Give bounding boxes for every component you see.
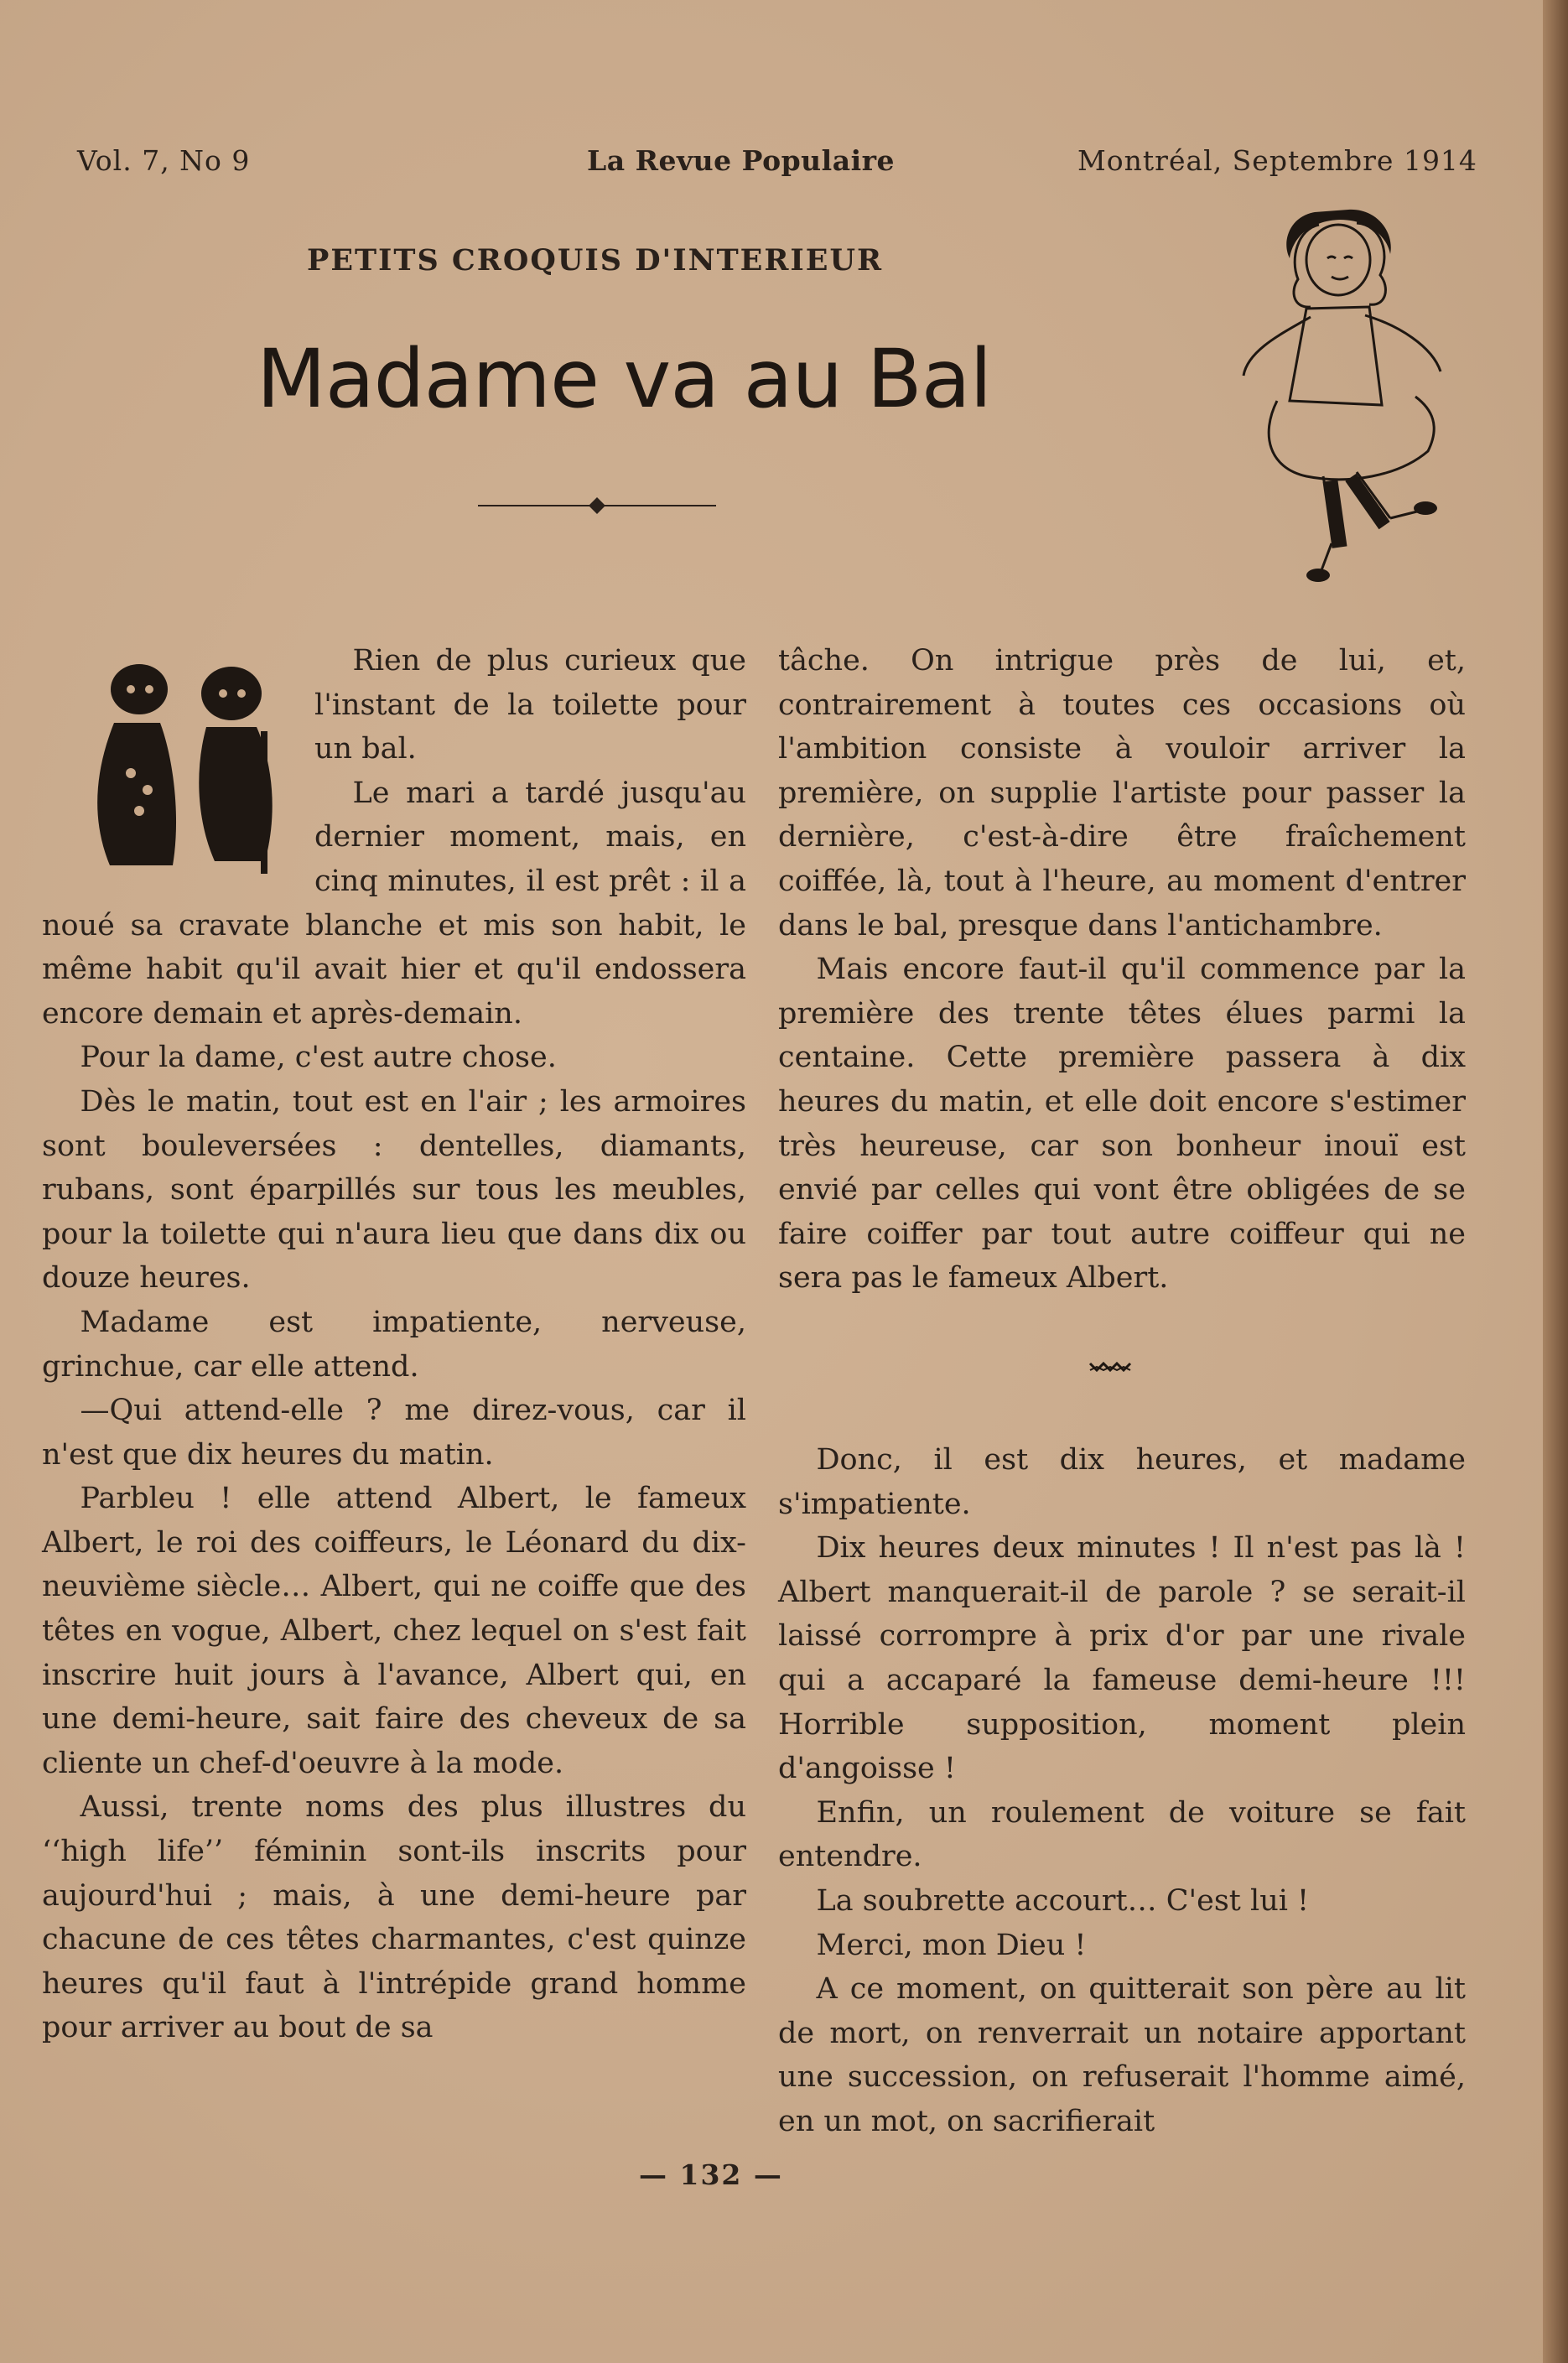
article-kicker: PETITS CROQUIS D'INTERIEUR [307,243,884,278]
header-date: Montréal, Septembre 1914 [1077,144,1477,177]
page-number: — 132 — [639,2158,783,2191]
header-publication: La Revue Populaire [587,144,895,177]
illustration-gap [42,639,314,889]
paragraph: Parbleu ! elle attend Albert, le fameux Albert, le roi des coiffeurs, le Léonard du dix-neuvième siècle… Albert, qui ne coiffe que des têtes en vogue, Albert, chez lequel on s'est fait inscrire huit jours à l'avance, Albert qui, en une demi-heure, sait faire des cheveux de sa cliente un chef-d'oeuvre à la mode. [42,1482,746,1780]
header-volume: Vol. 7, No 9 [77,144,251,177]
paragraph: Le mari a tardé jusqu'au dernier moment, mais, en cinq minutes, il est prêt : il a noué sa cravate blanche et mis son habit, le même habit qu'il avait hier et qu'il endossera encore demain et après-demain. [42,776,746,1031]
paragraph: Pour la dame, c'est autre chose. [80,1041,557,1075]
page-edge-shadow [1543,0,1568,2363]
section-separator [1088,1357,1139,1377]
paragraph: Donc, il est dix heures, et madame s'impatiente. [778,1443,1466,1521]
article-title: Madame va au Bal [257,332,992,426]
right-column-top [778,639,1466,1301]
paragraph: Dès le matin, tout est en l'air ; les armoires sont bouleversées : dentelles, diamants, rubans, sont éparpillés sur tous les meubles, pour la toilette qui n'aura lieu que dans dix ou douze heures. [42,1084,746,1296]
paragraph: Dix heures deux minutes ! Il n'est pas là ! Albert manquerait-il de parole ? se serait-il laissé corrompre à prix d'or par une rivale qui a accaparé la fameuse demi-heure !!! Horrible supposition, moment plein d'angoisse ! [778,1531,1466,1786]
paragraph: —Qui attend-elle ? me direz-vous, car il n'est que dix heures du matin. [42,1394,746,1472]
paragraph: Madame est impatiente, nerveuse, grinchue, car elle attend. [42,1305,746,1384]
paragraph: Mais encore faut-il qu'il commence par la première des trente têtes élues parmi la centaine. Cette première passera à dix heures du matin, et elle doit encore s'estimer très heureuse, car son bonheur inouï est envié par celles qui vont être obligées de se faire coiffer par tout autre coiffeur qui ne sera pas le fameux Albert. [778,953,1466,1296]
right-column-bottom [778,1438,1466,2144]
left-column [42,639,746,2050]
girl-dancing-illustration [1231,208,1471,585]
paragraph: tâche. On intrigue près de lui, et, contrairement à toutes ces occasions où l'ambition consiste à vouloir arriver la première, on supplie l'artiste pour passer la dernière, c'est-à-dire être fraîchement coiffée, là, tout à l'heure, au moment d'entrer dans le bal, presque dans l'antichambre. [778,644,1466,943]
title-ornament [478,493,716,518]
paragraph: Rien de plus curieux que l'instant de la toilette pour un bal. [314,644,746,766]
paragraph: Enfin, un roulement de voiture se fait entendre. [778,1795,1466,1874]
paragraph: Merci, mon Dieu ! [816,1928,1087,1962]
paragraph: A ce moment, on quitterait son père au lit de mort, on renverrait un notaire apportant une succession, on refuserait l'homme aimé, en un mot, on sacrifierait [778,1972,1466,2138]
paragraph: Aussi, trente noms des plus illustres du ‘‘high life’’ féminin sont-ils inscrits pour aujourd'hui ; mais, à une demi-heure par chacune de ces têtes charmantes, c'est quinze heures qu'il faut à l'intrépide grand homme pour arriver au bout de sa [42,1790,746,2045]
paragraph: La soubrette accourt… C'est lui ! [816,1883,1310,1918]
